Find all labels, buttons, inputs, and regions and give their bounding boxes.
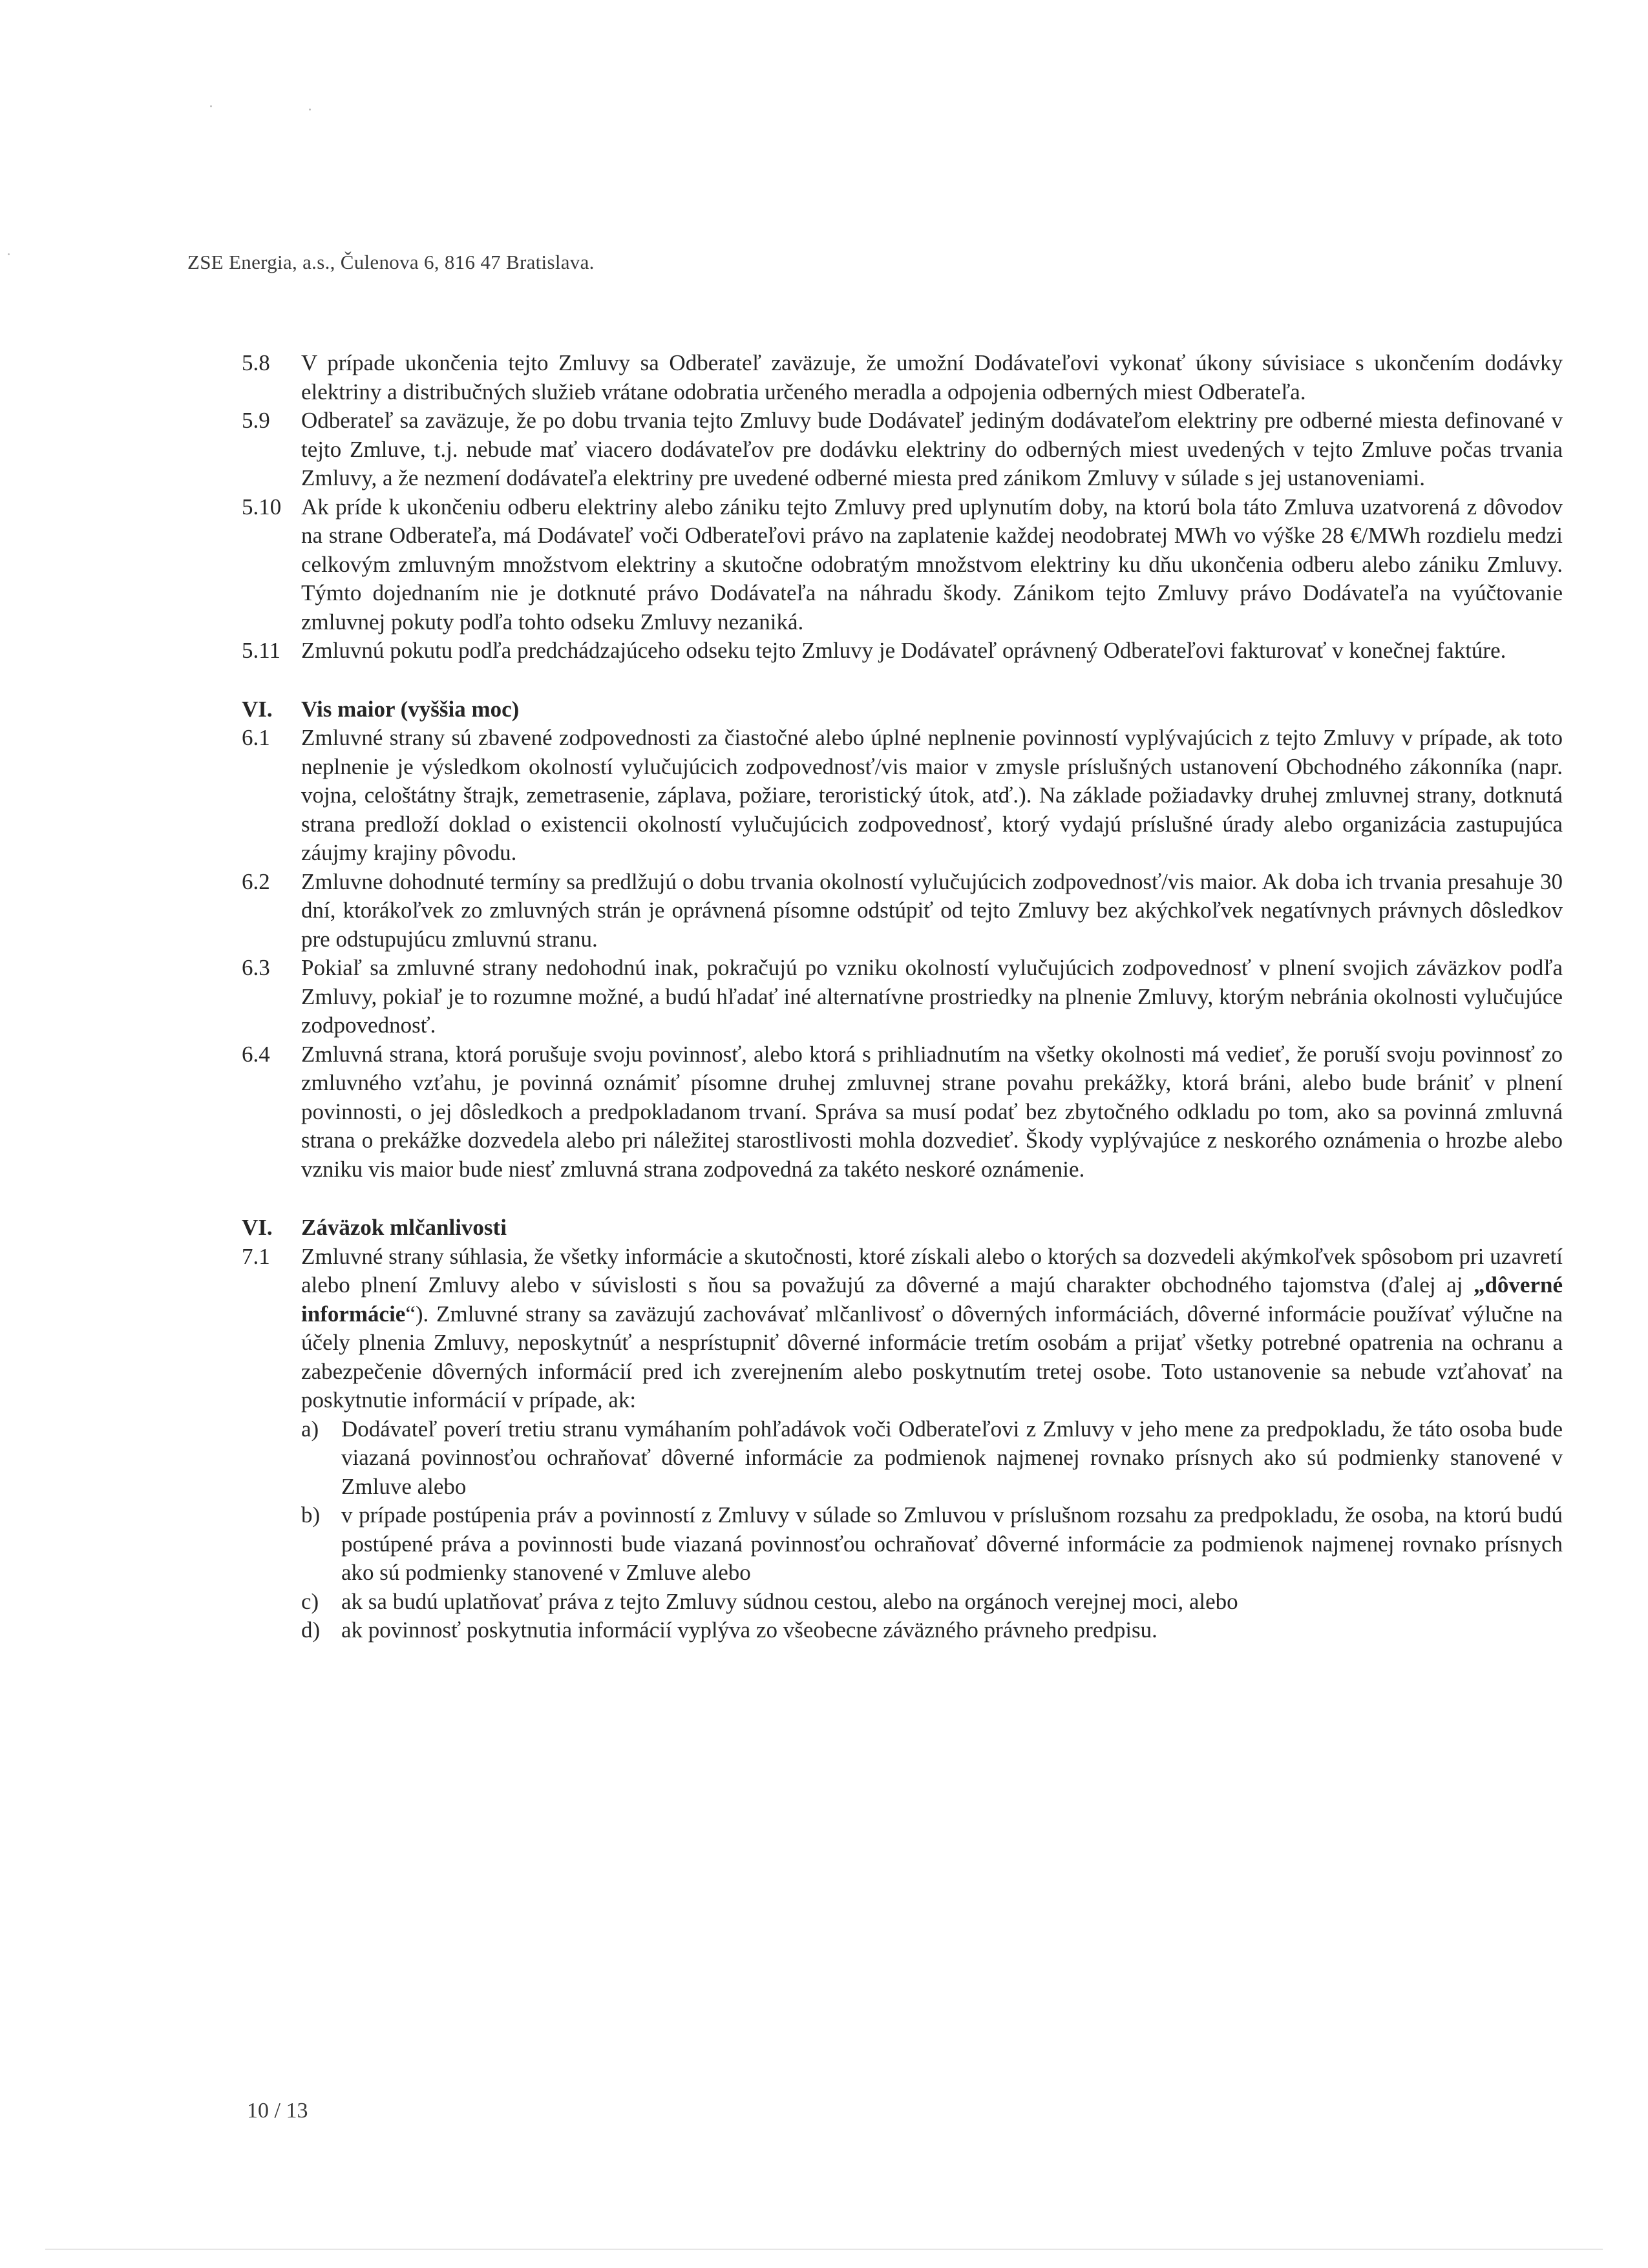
clause-5-9 [244, 406, 1563, 493]
clause-text: Zmluvnú pokutu podľa predchádzajúceho odseku tejto Zmluvy je Dodávateľ oprávnený Odberateľovi fakturovať v konečnej faktúre. [301, 638, 1506, 663]
clause-text: Zmluvná strana, ktorá porušuje svoju povinnosť, alebo ktorá s prihliadnutím na všetky okolnosti má vedieť, že poruší svoju povinnosť zo zmluvného vzťahu, je povinná oznámiť písomne druhej zmluvnej strane povahu prekážky, ktorá bráni, alebo bude brániť v plnení povinnosti, o jej dôsledkoch a predpokladanom trvaní. Správa sa musí podať bez zbytočného odkladu po tom, ako sa povinná zmluvná strana o prekážke dozvedela alebo pri náležitej starostlivosti mohla dozvedieť. Škody vyplývajúce z neskorého oznámenia o hrozbe alebo vzniku vis maior bude niesť zmluvná strana zodpovedná za takéto neskoré oznámenie. [301, 1041, 1563, 1182]
clause-5-11 [244, 636, 1563, 666]
clause-text: Zmluvne dohodnuté termíny sa predlžujú o dobu trvania okolností vylučujúcich zodpovednosť/vis maior. Ak doba ich trvania presahuje 30 dní, ktorákoľvek zo zmluvných strán je oprávnená písomne odstúpiť od tejto Zmluvy bez akýchkoľvek negatívnych právnych dôsledkov pre odstupujúcu zmluvnú stranu. [301, 868, 1563, 952]
subclause-text: ak sa budú uplatňovať práva z tejto Zmluvy súdnou cestou, alebo na orgánoch verejnej moci, alebo [341, 1588, 1238, 1614]
clause-number: 6.2 [242, 868, 270, 894]
section-title: Záväzok mlčanlivosti [301, 1215, 507, 1240]
clause-text: Ak príde k ukončeniu odberu elektriny alebo zániku tejto Zmluvy pred uplynutím doby, na ktorú bola táto Zmluva uzatvorená z dôvodov na strane Odberateľa, má Dodávateľ voči Odberateľovi právo na zaplatenie každej neodobratej MWh vo výške 28 €/MWh rozdielu medzi celkovým zmluvným množstvom elektriny a skutočne odobratým množstvom elektriny ku dňu ukončenia odberu alebo zániku Zmluvy. Týmto dojednaním nie je dotknuté právo Dodávateľa na náhradu škody. Zánikom tejto Zmluvy právo Dodávateľa na vyúčtovanie zmluvnej pokuty podľa tohto odseku Zmluvy nezaniká. [301, 494, 1563, 635]
section-number: VI. [242, 1215, 273, 1240]
scan-speck [8, 253, 10, 255]
defined-term: „dôverné informácie [301, 1272, 1563, 1327]
clause-text-part: Zmluvné strany súhlasia, že všetky informácie a skutočnosti, ktoré získali alebo o ktorých sa dozvedeli akýmkoľvek spôsobom pri uzavretí alebo plnení Zmluvy alebo v súvislosti s ňou sa považujú za dôverné a majú charakter obchodného tajomstva (ďalej aj [301, 1243, 1563, 1297]
scan-speck [309, 109, 311, 110]
subclause-letter: b) [301, 1502, 321, 1528]
document-body [244, 349, 1563, 1645]
clause-number: 5.9 [242, 408, 270, 433]
subclause-letter: d) [301, 1617, 321, 1643]
subclause-text: ak povinnosť poskytnutia informácií vyplýva zo všeobecne záväzného právneho predpisu. [341, 1617, 1157, 1643]
section-heading-confidentiality [244, 1213, 1563, 1243]
subclause-a [244, 1415, 1563, 1502]
subclause-letter: c) [301, 1588, 319, 1614]
section-heading-vis-maior [244, 695, 1563, 724]
clause-text: Zmluvné strany sú zbavené zodpovednosti za čiastočné alebo úplné neplnenie povinností vyplývajúcich z tejto Zmluvy v prípade, ak toto neplnenie je výsledkom okolností vylučujúcich zodpovednosť/vis maior v zmysle príslušných ustanovení Obchodného zákonníka (napr. vojna, celoštátny štrajk, zemetrasenie, záplava, požiare, teroristický útok, atď.). Na základe požiadavky druhej zmluvnej strany, dotknutá strana predloží doklad o existencii okolností vylučujúcich zodpovednosť, ktorý vydajú príslušné úrady alebo organizácia zastupujúca záujmy krajiny pôvodu. [301, 725, 1563, 865]
clause-text-part: “). Zmluvné strany sa zaväzujú zachovávať mlčanlivosť o dôverných informáciách, dôverné informácie používať výlučne na účely plnenia Zmluvy, neposkytnúť a nesprístupniť dôverné informácie tretím osobám a prijať všetky potrebné opatrenia na ochranu a zabezpečenie dôverných informácií pred ich zverejnením alebo poskytnutím tretej osobe. Toto ustanovenie sa nebude vzťahovať na poskytnutie informácií v prípade, ak: [301, 1301, 1563, 1412]
clause-6-4 [244, 1040, 1563, 1184]
page-number: 10 / 13 [247, 2099, 308, 2123]
clause-6-2 [244, 868, 1563, 954]
subclause-text: Dodávateľ poverí tretiu stranu vymáhaním pohľadávok voči Odberateľovi z Zmluvy v jeho mene za predpokladu, že táto osoba bude viazaná povinnosťou ochraňovať dôverné informácie za podmienok najmenej rovnako prísnych ako sú podmienky stanovené v Zmluve alebo [341, 1416, 1563, 1499]
clause-number: 6.1 [242, 725, 270, 750]
clause-number: 6.4 [242, 1041, 270, 1067]
subclause-b [244, 1501, 1563, 1588]
page-header: ZSE Energia, a.s., Čulenova 6, 816 47 Bratislava. [187, 251, 595, 273]
section-title: Vis maior (vyššia moc) [301, 696, 520, 722]
clause-number: 5.10 [242, 494, 282, 520]
clause-text: V prípade ukončenia tejto Zmluvy sa Odberateľ zaväzuje, že umožní Dodávateľovi vykonať úkony súvisiace s ukončením dodávky elektriny a distribučných služieb vrátane odobratia určeného meradla a odpojenia odberných miest Odberateľa. [301, 350, 1563, 404]
clause-6-3 [244, 954, 1563, 1040]
clause-number: 5.8 [242, 350, 270, 375]
clause-text: Odberateľ sa zaväzuje, že po dobu trvania tejto Zmluvy bude Dodávateľ jediným dodávateľom elektriny pre odberné miesta definované v tejto Zmluve, t.j. nebude mať viacero dodávateľov pre dodávku elektriny do odberných miest uvedených v tejto Zmluve počas trvania Zmluvy, a že nezmení dodávateľa elektriny pre uvedené odberné miesta pred zánikom Zmluvy v súlade s jej ustanoveniami. [301, 408, 1563, 490]
subclause-letter: a) [301, 1416, 319, 1442]
clause-7-1 [244, 1243, 1563, 1415]
subclause-text: v prípade postúpenia práv a povinností z Zmluvy v súlade so Zmluvou v príslušnom rozsahu za predpokladu, že osoba, na ktorú budú postúpené práva a povinnosti bude viazaná povinnosťou ochraňovať dôverné informácie za podmienok najmenej rovnako prísnych ako sú podmienky stanovené v Zmluve alebo [341, 1502, 1563, 1585]
clause-number: 6.3 [242, 955, 270, 980]
scan-speck [210, 105, 212, 107]
subclause-d [244, 1616, 1563, 1645]
clause-5-10 [244, 493, 1563, 637]
clause-5-8 [244, 349, 1563, 406]
scan-edge-line [45, 2249, 1603, 2250]
subclause-c [244, 1588, 1563, 1617]
section-number: VI. [242, 696, 273, 722]
clause-number: 7.1 [242, 1243, 270, 1269]
clause-number: 5.11 [242, 638, 280, 663]
clause-text: Pokiaľ sa zmluvné strany nedohodnú inak, pokračujú po vzniku okolností vylučujúcich zodpovednosť v plnení svojich záväzkov podľa Zmluvy, pokiaľ je to rozumne možné, a budú hľadať iné alternatívne prostriedky na plnenie Zmluvy, ktorým nebránia okolnosti vylučujúce zodpovednosť. [301, 955, 1563, 1038]
clause-6-1 [244, 724, 1563, 868]
